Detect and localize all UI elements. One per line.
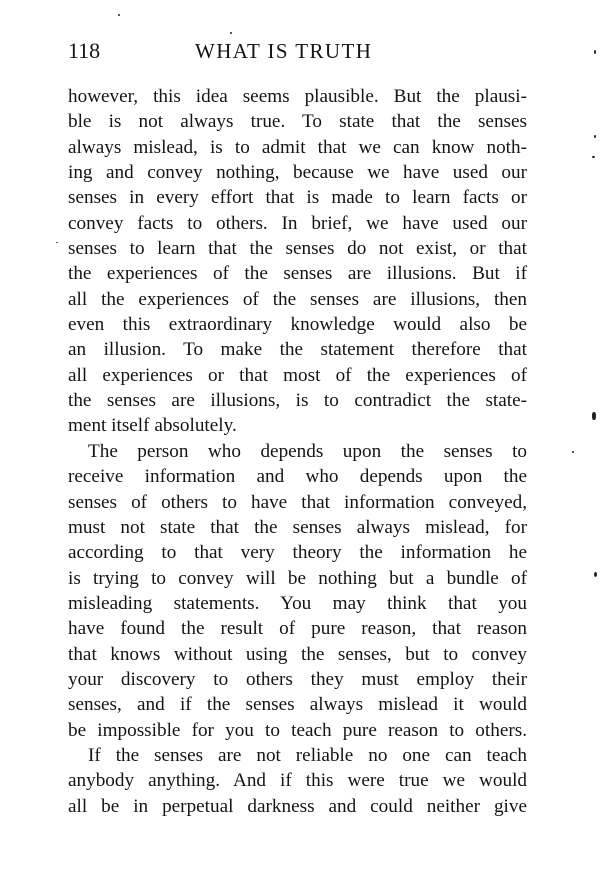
text-line: that knows without using the senses, but to convey xyxy=(68,643,527,665)
running-title: WHAT IS TRUTH xyxy=(195,39,373,63)
scan-speck xyxy=(230,32,232,34)
text-line: the experiences of the senses are illusions. But if xyxy=(68,263,527,285)
text-line: all the experiences of the senses are illusions, then xyxy=(68,288,527,310)
page-header xyxy=(68,36,528,66)
text-line: an illusion. To make the statement therefore that xyxy=(68,339,527,361)
paragraph-2 xyxy=(68,439,527,743)
text-line: all experiences or that most of the experiences of xyxy=(68,364,527,386)
text-line: however, this idea seems plausible. But the plausi- xyxy=(68,86,527,107)
text-line: ble is not always true. To state that the senses xyxy=(68,111,527,133)
text-line: senses to learn that the senses do not exist, or that xyxy=(68,238,527,260)
text-line: ment itself absolutely. xyxy=(68,415,237,437)
page-number: 118 xyxy=(68,38,101,63)
text-line: always mislead, is to admit that we can know noth- xyxy=(68,136,527,158)
body-text xyxy=(68,84,527,819)
text-line: your discovery to others they must employ their xyxy=(68,668,527,690)
paragraph-1 xyxy=(68,84,527,439)
scan-speck xyxy=(594,135,596,138)
text-line: ing and convey nothing, because we have used our xyxy=(68,162,527,184)
text-line: according to that very theory the information he xyxy=(68,542,527,564)
text-line: senses, and if the senses always mislead it would xyxy=(68,694,527,716)
text-line: must not state that the senses always mislead, for xyxy=(68,516,527,538)
paragraph-3 xyxy=(68,743,527,819)
text-line: convey facts to others. In brief, we have used our xyxy=(68,212,527,234)
text-line: be impossible for you to teach pure reason to others. xyxy=(68,719,527,741)
scan-speck xyxy=(594,50,596,54)
text-line: senses of others to have that information conveyed, xyxy=(68,491,527,513)
text-line: receive information and who depends upon the xyxy=(68,466,527,488)
text-line: misleading statements. You may think that you xyxy=(68,592,527,614)
text-line: is trying to convey will be nothing but a bundle of xyxy=(68,567,527,589)
text-line: anybody anything. And if this were true we would xyxy=(68,770,527,792)
text-line: have found the result of pure reason, that reason xyxy=(68,618,527,640)
scan-speck xyxy=(56,242,58,243)
scan-speck xyxy=(592,412,596,420)
scan-speck xyxy=(572,451,574,453)
text-line: senses in every effort that is made to learn facts or xyxy=(68,187,527,209)
text-line: If the senses are not reliable no one can teach xyxy=(88,744,527,766)
text-line: all be in perpetual darkness and could neither give xyxy=(68,795,527,817)
scan-speck xyxy=(594,572,597,577)
scan-speck xyxy=(118,14,120,16)
text-line: the senses are illusions, is to contradict the state- xyxy=(68,390,527,412)
scan-speck xyxy=(592,156,595,158)
text-line: The person who depends upon the senses to xyxy=(88,440,527,462)
text-line: even this extraordinary knowledge would also be xyxy=(68,314,527,336)
